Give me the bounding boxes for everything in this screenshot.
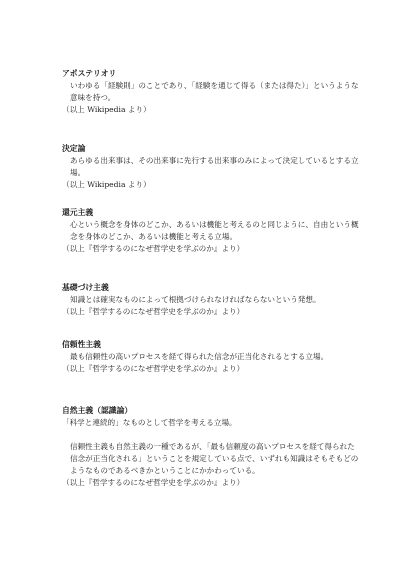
- entry-reliabilism: [62, 339, 362, 375]
- entry-determinism: [62, 143, 362, 191]
- entry-title: 還元主義: [62, 208, 94, 217]
- entry-title: 基礎づけ主義: [62, 283, 109, 292]
- entry-title: 自然主義（認識論）: [62, 406, 133, 415]
- entry-aposteriori: [62, 68, 362, 116]
- entry-source: （以上『哲学するのになぜ哲学史を学ぶのか』より）: [62, 478, 245, 487]
- entry-definition: 心という概念を身体のどこか、あるいは機能と考えるのと同じように、自由という概念を身体のどこか、あるいは機能と考える立場。: [70, 220, 359, 241]
- entry-reductionism: [62, 207, 362, 255]
- entry-title: 決定論: [62, 144, 86, 153]
- entry-source: （以上 Wikipedia より）: [62, 180, 151, 189]
- entry-definition: あらゆる出来事は、その出来事に先行する出来事のみによって決定しているとする立場。: [70, 156, 359, 177]
- entry-source: （以上『哲学するのになぜ哲学史を学ぶのか』より）: [62, 364, 245, 373]
- entry-title: アポステリオリ: [62, 69, 117, 78]
- entry-source: （以上 Wikipedia より）: [62, 105, 151, 114]
- entry-naturalism: [62, 405, 362, 489]
- entry-title: 信頼性主義: [62, 340, 101, 349]
- entry-definition: 知識とは確実なものによって根拠づけられなければならないという発想。: [70, 295, 321, 304]
- entry-definition: 最も信頼性の高いプロセスを経て得られた信念が正当化されるとする立場。: [70, 352, 329, 361]
- entry-explanation: 信頼性主義も自然主義の一種であるが、「最も信頼度の高いプロセスを経て得られた信念が正当化される」ということを規定している点で、いずれも知識はそもそもどのようなものであるべきかということにかかわっている。: [70, 442, 359, 475]
- entry-source: （以上『哲学するのになぜ哲学史を学ぶのか』より）: [62, 307, 245, 316]
- entry-foundationalism: [62, 282, 362, 318]
- entry-definition: いわゆる「経験則」のことであり、「経験を通じて得る（または得た）」というような意味を持つ。: [70, 81, 359, 102]
- entry-source: （以上『哲学するのになぜ哲学史を学ぶのか』より）: [62, 244, 245, 253]
- entry-definition: 「科学と連続的」なものとして哲学を考える立場。: [62, 418, 237, 427]
